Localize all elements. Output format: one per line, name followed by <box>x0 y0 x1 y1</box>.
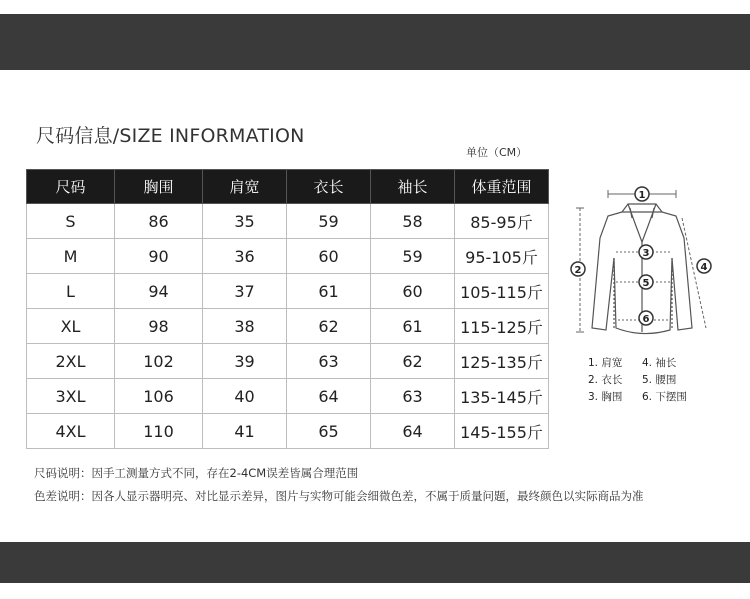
cell-weight: 85-95斤 <box>455 204 549 239</box>
cell-chest: 90 <box>115 239 203 274</box>
cell-length: 65 <box>287 414 371 449</box>
cell-size: 3XL <box>27 379 115 414</box>
legend-row <box>588 372 696 389</box>
table-row <box>27 239 549 274</box>
cell-sleeve: 61 <box>371 309 455 344</box>
marker-5: 5 <box>642 278 650 289</box>
color-note: 色差说明：因各人显示器明亮、对比显示差异，图片与实物可能会细微色差，不属于质量问题，最终颜色以实际商品为准 <box>34 489 644 503</box>
cell-chest: 94 <box>115 274 203 309</box>
legend-row <box>588 355 696 372</box>
header-length: 衣长 <box>287 170 371 204</box>
cell-shoulder: 35 <box>203 204 287 239</box>
marker-4: 4 <box>700 262 708 273</box>
garment-measurement-diagram <box>566 178 726 348</box>
marker-6: 6 <box>642 314 650 325</box>
cell-shoulder: 38 <box>203 309 287 344</box>
header-shoulder: 肩宽 <box>203 170 287 204</box>
marker-3: 3 <box>642 248 650 259</box>
cell-weight: 115-125斤 <box>455 309 549 344</box>
cell-chest: 110 <box>115 414 203 449</box>
page-title: 尺码信息/SIZE INFORMATION <box>36 125 305 147</box>
cell-weight: 125-135斤 <box>455 344 549 379</box>
table-row <box>27 309 549 344</box>
cell-sleeve: 59 <box>371 239 455 274</box>
table-header-row <box>27 170 549 204</box>
cell-length: 63 <box>287 344 371 379</box>
table-row <box>27 414 549 449</box>
cell-length: 60 <box>287 239 371 274</box>
cell-weight: 135-145斤 <box>455 379 549 414</box>
cell-chest: 102 <box>115 344 203 379</box>
cell-length: 64 <box>287 379 371 414</box>
cell-weight: 145-155斤 <box>455 414 549 449</box>
cell-shoulder: 41 <box>203 414 287 449</box>
legend-item: 1. 肩宽 <box>588 357 623 369</box>
cell-chest: 106 <box>115 379 203 414</box>
size-table <box>26 169 549 449</box>
marker-1: 1 <box>638 190 646 201</box>
cell-size: XL <box>27 309 115 344</box>
cell-size: L <box>27 274 115 309</box>
shirt-outline-icon <box>566 178 726 348</box>
table-row <box>27 274 549 309</box>
cell-length: 62 <box>287 309 371 344</box>
header-weight: 体重范围 <box>455 170 549 204</box>
cell-sleeve: 63 <box>371 379 455 414</box>
cell-length: 61 <box>287 274 371 309</box>
cell-length: 59 <box>287 204 371 239</box>
cell-sleeve: 62 <box>371 344 455 379</box>
cell-shoulder: 40 <box>203 379 287 414</box>
header-size: 尺码 <box>27 170 115 204</box>
table-row <box>27 204 549 239</box>
unit-label: 单位（CM） <box>466 146 528 159</box>
cell-shoulder: 37 <box>203 274 287 309</box>
cell-size: 4XL <box>27 414 115 449</box>
legend-item: 4. 袖长 <box>642 357 677 369</box>
cell-chest: 98 <box>115 309 203 344</box>
legend-item: 3. 胸围 <box>588 391 623 403</box>
legend-item: 5. 腰围 <box>642 374 677 386</box>
cell-weight: 95-105斤 <box>455 239 549 274</box>
top-banner <box>0 14 750 70</box>
legend-item: 6. 下摆围 <box>642 391 687 403</box>
table-row <box>27 379 549 414</box>
cell-chest: 86 <box>115 204 203 239</box>
cell-sleeve: 58 <box>371 204 455 239</box>
legend-item: 2. 衣长 <box>588 374 623 386</box>
header-chest: 胸围 <box>115 170 203 204</box>
cell-sleeve: 64 <box>371 414 455 449</box>
bottom-banner <box>0 542 750 583</box>
table-row <box>27 344 549 379</box>
cell-shoulder: 36 <box>203 239 287 274</box>
cell-sleeve: 60 <box>371 274 455 309</box>
size-note: 尺码说明：因手工测量方式不同，存在2-4CM误差皆属合理范围 <box>34 466 359 480</box>
header-sleeve: 袖长 <box>371 170 455 204</box>
legend-row <box>588 389 696 406</box>
marker-2: 2 <box>574 265 582 276</box>
cell-size: 2XL <box>27 344 115 379</box>
cell-size: M <box>27 239 115 274</box>
diagram-legend <box>588 355 696 406</box>
cell-shoulder: 39 <box>203 344 287 379</box>
cell-weight: 105-115斤 <box>455 274 549 309</box>
cell-size: S <box>27 204 115 239</box>
